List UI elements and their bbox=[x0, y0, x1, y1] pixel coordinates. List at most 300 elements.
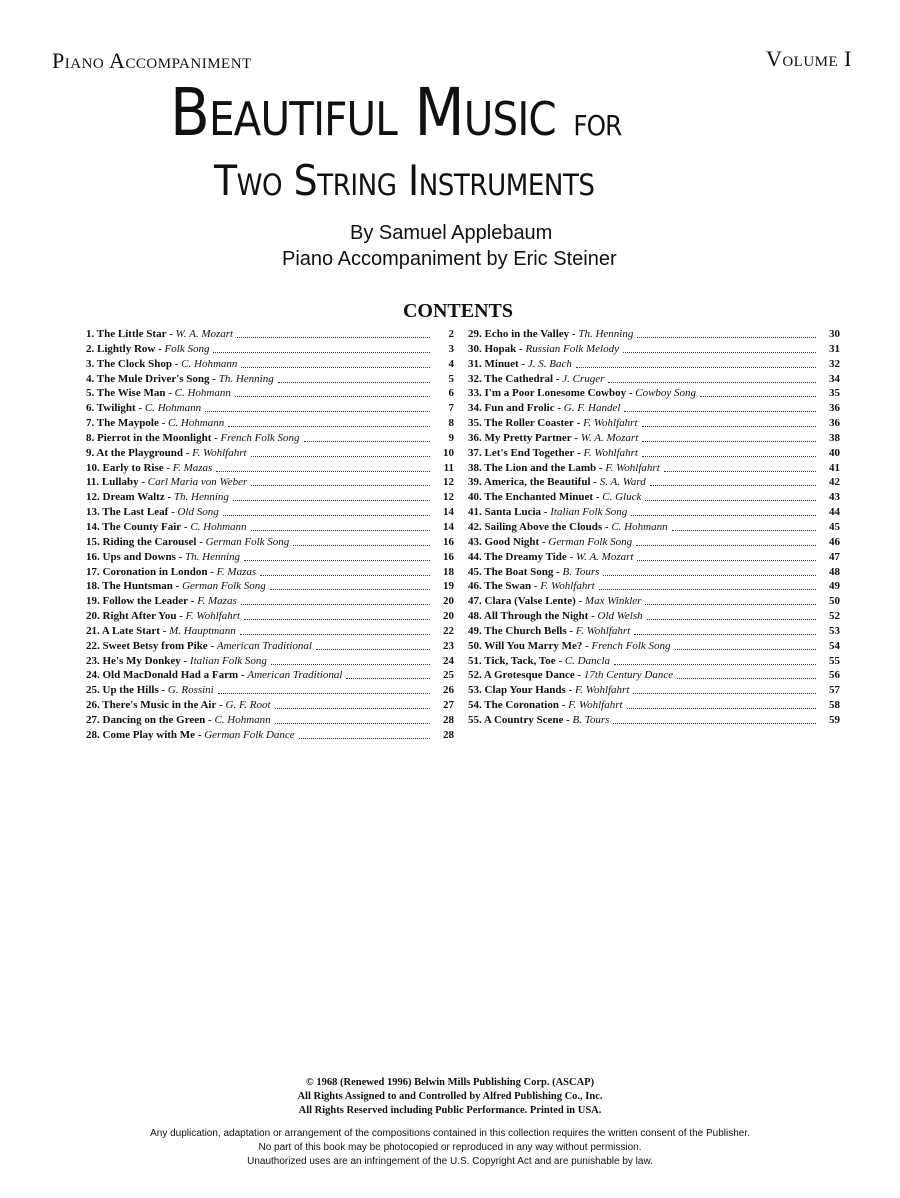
entry-separator: - bbox=[553, 372, 563, 385]
entry-composer: Th. Henning bbox=[218, 372, 274, 385]
entry-title: 9. At the Playground bbox=[86, 446, 183, 459]
notice-line: Unauthorized uses are an infringement of the U.S. Copyright Act and are punishable by law. bbox=[247, 1156, 653, 1167]
entry-page-number: 14 bbox=[443, 520, 454, 533]
entry-composer: Old Song bbox=[177, 506, 219, 519]
contents-entry bbox=[468, 520, 840, 535]
contents-entry bbox=[468, 683, 840, 698]
entry-separator: - bbox=[563, 713, 573, 726]
entry-page-number: 35 bbox=[829, 387, 840, 400]
entry-page-number: 12 bbox=[443, 476, 454, 489]
entry-title: 15. Riding the Carousel bbox=[86, 535, 197, 548]
entry-leader-dots bbox=[642, 416, 817, 427]
entry-page-number: 19 bbox=[443, 580, 454, 593]
entry-leader-dots bbox=[218, 683, 430, 694]
entry-composer: B. Tours bbox=[562, 565, 600, 578]
entry-composer: Cowboy Song bbox=[635, 387, 697, 400]
entry-separator: - bbox=[574, 669, 584, 682]
entry-title: 31. Minuet bbox=[468, 357, 519, 370]
entry-composer: F. Wohlfahrt bbox=[583, 417, 638, 430]
entry-page-number: 57 bbox=[829, 684, 840, 697]
entry-page-number: 2 bbox=[448, 328, 454, 340]
entry-leader-dots bbox=[636, 535, 816, 546]
entry-separator: - bbox=[166, 328, 176, 340]
entry-leader-dots bbox=[244, 609, 430, 620]
entry-page-number: 42 bbox=[829, 476, 840, 489]
copyright-line: All Rights Reserved including Public Performance. Printed in USA. bbox=[298, 1105, 602, 1116]
entry-composer: F. Wohlfahrt bbox=[583, 446, 638, 459]
entry-leader-dots bbox=[251, 475, 430, 486]
book-title-for: for bbox=[573, 99, 622, 145]
entry-separator: - bbox=[158, 684, 168, 697]
entry-title: 37. Let's End Together bbox=[468, 446, 575, 459]
entry-leader-dots bbox=[244, 550, 430, 561]
contents-entry bbox=[468, 550, 840, 565]
entry-title: 23. He's My Donkey bbox=[86, 654, 181, 667]
entry-page-number: 20 bbox=[443, 595, 454, 608]
contents-entry bbox=[468, 579, 840, 594]
entry-composer: German Folk Song bbox=[205, 535, 290, 548]
contents-column-left bbox=[86, 327, 454, 743]
entry-composer: C. Hohmann bbox=[181, 357, 238, 370]
entry-separator: - bbox=[575, 595, 585, 608]
entry-separator: - bbox=[172, 357, 182, 370]
entry-leader-dots bbox=[237, 327, 430, 338]
contents-entry bbox=[468, 401, 840, 416]
entry-separator: - bbox=[138, 476, 148, 489]
copyright-line: All Rights Assigned to and Controlled by Alfred Publishing Co., Inc. bbox=[297, 1091, 603, 1102]
entry-separator: - bbox=[555, 654, 565, 667]
entry-composer: G. F. Root bbox=[225, 699, 271, 712]
entry-leader-dots bbox=[576, 357, 816, 368]
entry-separator: - bbox=[207, 639, 217, 652]
entry-separator: - bbox=[176, 610, 186, 623]
book-title-main: Beautiful Music bbox=[170, 74, 556, 151]
entry-composer: J. Cruger bbox=[562, 372, 605, 385]
entry-page-number: 56 bbox=[829, 669, 840, 682]
contents-entry bbox=[86, 683, 454, 698]
entry-separator: - bbox=[180, 654, 190, 667]
contents-entry bbox=[86, 342, 454, 357]
entry-composer: Th. Henning bbox=[185, 550, 241, 563]
entry-leader-dots bbox=[293, 535, 430, 546]
entry-leader-dots bbox=[637, 327, 816, 338]
entry-page-number: 58 bbox=[829, 699, 840, 712]
book-title-line-2: Two String Instruments bbox=[214, 156, 595, 205]
entry-separator: - bbox=[565, 684, 575, 697]
contents-entry bbox=[468, 565, 840, 580]
contents-entry bbox=[86, 446, 454, 461]
entry-composer: Italian Folk Song bbox=[189, 654, 267, 667]
entry-leader-dots bbox=[634, 624, 816, 635]
entry-title: 21. A Late Start bbox=[86, 624, 160, 637]
entry-leader-dots bbox=[304, 431, 430, 442]
contents-entry bbox=[86, 698, 454, 713]
entry-leader-dots bbox=[235, 386, 430, 397]
entry-page-number: 44 bbox=[829, 506, 840, 519]
entry-leader-dots bbox=[647, 609, 816, 620]
contents-entry bbox=[86, 579, 454, 594]
entry-page-number: 32 bbox=[829, 357, 840, 370]
entry-title: 24. Old MacDonald Had a Farm bbox=[86, 669, 239, 682]
entry-title: 30. Hopak bbox=[468, 342, 517, 355]
entry-page-number: 30 bbox=[829, 328, 840, 340]
entry-title: 32. The Cathedral bbox=[468, 372, 554, 385]
entry-composer: F. Wohlfahrt bbox=[574, 684, 630, 697]
entry-composer: American Traditional bbox=[216, 639, 312, 652]
entry-page-number: 46 bbox=[829, 535, 840, 548]
entry-composer: Italian Folk Song bbox=[550, 506, 628, 519]
entry-page-number: 25 bbox=[443, 669, 454, 682]
entry-separator: - bbox=[165, 387, 175, 400]
entry-page-number: 50 bbox=[829, 595, 840, 608]
entry-page-number: 52 bbox=[829, 610, 840, 623]
entry-page-number: 14 bbox=[443, 506, 454, 519]
entry-leader-dots bbox=[271, 654, 430, 665]
entry-composer: W. A. Mozart bbox=[175, 328, 234, 340]
contents-heading: CONTENTS bbox=[402, 300, 514, 322]
entry-leader-dots bbox=[700, 386, 816, 397]
entry-page-number: 12 bbox=[443, 491, 454, 504]
contents-entry bbox=[86, 327, 454, 342]
contents-entry bbox=[468, 505, 840, 520]
contents-entry bbox=[468, 327, 840, 342]
entry-leader-dots bbox=[205, 401, 430, 412]
entry-leader-dots bbox=[677, 668, 816, 679]
contents-entry bbox=[86, 505, 454, 520]
volume-label: Volume I bbox=[765, 46, 852, 71]
entry-leader-dots bbox=[241, 357, 430, 368]
entry-composer: Old Welsh bbox=[597, 610, 643, 623]
entry-page-number: 27 bbox=[443, 699, 454, 712]
entry-composer: F. Wohlfahrt bbox=[605, 461, 660, 474]
contents-entry bbox=[86, 639, 454, 654]
entry-title: 38. The Lion and the Lamb bbox=[468, 461, 597, 474]
entry-title: 55. A Country Scene bbox=[468, 713, 564, 726]
entry-separator: - bbox=[518, 357, 528, 370]
entry-title: 28. Come Play with Me bbox=[86, 728, 196, 741]
contents-entry bbox=[86, 713, 454, 728]
entry-leader-dots bbox=[633, 683, 816, 694]
entry-separator: - bbox=[188, 595, 198, 608]
contents-entry bbox=[86, 520, 454, 535]
accompaniment-credit: Piano Accompaniment by Eric Steiner bbox=[282, 248, 617, 270]
entry-separator: - bbox=[211, 431, 221, 444]
entry-separator: - bbox=[175, 550, 186, 563]
entry-leader-dots bbox=[251, 520, 430, 531]
entry-composer: Max Winkler bbox=[584, 595, 642, 608]
entry-page-number: 31 bbox=[829, 342, 840, 355]
entry-page-number: 48 bbox=[829, 565, 840, 578]
contents-entry bbox=[86, 461, 454, 476]
entry-leader-dots bbox=[613, 713, 816, 724]
entry-page-number: 49 bbox=[829, 580, 840, 593]
contents-entry bbox=[86, 475, 454, 490]
entry-composer: German Folk Dance bbox=[204, 728, 295, 741]
entry-title: 39. America, the Beautiful bbox=[468, 476, 591, 489]
contents-entry bbox=[86, 372, 454, 387]
contents-column-right bbox=[468, 327, 840, 728]
contents-entry bbox=[86, 416, 454, 431]
entry-leader-dots bbox=[675, 639, 816, 650]
contents-entry bbox=[468, 416, 840, 431]
entry-leader-dots bbox=[275, 698, 430, 709]
contents-entry bbox=[468, 461, 840, 476]
entry-leader-dots bbox=[614, 654, 816, 665]
contents-entry bbox=[468, 357, 840, 372]
entry-separator: - bbox=[541, 506, 551, 519]
entry-separator: - bbox=[216, 699, 226, 712]
entry-page-number: 41 bbox=[829, 461, 840, 474]
entry-title: 43. Good Night bbox=[468, 535, 540, 548]
entry-title: 40. The Enchanted Minuet bbox=[468, 491, 594, 504]
contents-entry bbox=[86, 594, 454, 609]
entry-leader-dots bbox=[240, 624, 430, 635]
entry-title: 5. The Wise Man bbox=[86, 387, 166, 400]
entry-page-number: 7 bbox=[448, 402, 454, 415]
entry-title: 29. Echo in the Valley bbox=[468, 328, 570, 340]
entry-page-number: 5 bbox=[448, 372, 454, 385]
entry-leader-dots bbox=[275, 713, 430, 724]
entry-composer: Russian Folk Melody bbox=[525, 342, 619, 355]
entry-leader-dots bbox=[228, 416, 430, 427]
contents-entry bbox=[86, 624, 454, 639]
edition-label: Piano Accompaniment bbox=[52, 48, 252, 73]
entry-leader-dots bbox=[623, 342, 816, 353]
contents-entry bbox=[468, 668, 840, 683]
entry-title: 36. My Pretty Partner bbox=[468, 431, 572, 444]
entry-title: 46. The Swan bbox=[468, 580, 532, 593]
contents-entry bbox=[86, 728, 454, 743]
entry-leader-dots bbox=[603, 565, 816, 576]
entry-separator: - bbox=[596, 461, 606, 474]
entry-page-number: 47 bbox=[829, 550, 840, 563]
entry-composer: F. Wohlfahrt bbox=[192, 446, 247, 459]
entry-leader-dots bbox=[664, 461, 816, 472]
entry-leader-dots bbox=[299, 728, 430, 739]
entry-page-number: 9 bbox=[448, 431, 454, 444]
entry-leader-dots bbox=[624, 401, 816, 412]
entry-title: 53. Clap Your Hands bbox=[468, 684, 566, 697]
copyright-block bbox=[0, 1076, 900, 1118]
entry-title: 3. The Clock Shop bbox=[86, 357, 172, 370]
entry-title: 34. Fun and Frolic bbox=[468, 402, 555, 415]
entry-separator: - bbox=[209, 372, 219, 385]
entry-leader-dots bbox=[223, 505, 430, 516]
notice-line: Any duplication, adaptation or arrangement of the compositions contained in this collection requires the written consent of the Publisher. bbox=[150, 1128, 750, 1139]
entry-separator: - bbox=[195, 728, 205, 741]
contents-entry bbox=[468, 431, 840, 446]
entry-composer: Carl Maria von Weber bbox=[147, 476, 248, 489]
entry-title: 47. Clara (Valse Lente) bbox=[468, 595, 576, 608]
entry-separator: - bbox=[573, 417, 584, 430]
entry-title: 25. Up the Hills bbox=[86, 684, 159, 697]
entry-composer: F. Wohlfahrt bbox=[575, 624, 631, 637]
entry-title: 35. The Roller Coaster bbox=[468, 417, 574, 430]
entry-separator: - bbox=[566, 624, 576, 637]
entry-composer: W. A. Mozart bbox=[580, 431, 639, 444]
entry-page-number: 40 bbox=[829, 446, 840, 459]
entry-composer: German Folk Song bbox=[548, 535, 633, 548]
entry-separator: - bbox=[159, 624, 170, 637]
contents-entry bbox=[468, 535, 840, 550]
entry-title: 49. The Church Bells bbox=[468, 624, 567, 637]
entry-separator: - bbox=[182, 446, 193, 459]
contents-entry bbox=[468, 654, 840, 669]
entry-page-number: 22 bbox=[443, 624, 454, 637]
entry-leader-dots bbox=[637, 550, 816, 561]
entry-page-number: 10 bbox=[443, 446, 454, 459]
entry-leader-dots bbox=[233, 490, 430, 501]
entry-page-number: 4 bbox=[448, 357, 454, 370]
entry-leader-dots bbox=[672, 520, 816, 531]
contents-entry bbox=[468, 446, 840, 461]
entry-page-number: 24 bbox=[443, 654, 454, 667]
contents-entry bbox=[86, 401, 454, 416]
entry-title: 44. The Dreamy Tide bbox=[468, 550, 567, 563]
entry-composer: C. Hohmann bbox=[168, 417, 225, 430]
entry-composer: C. Hohmann bbox=[144, 402, 202, 415]
entry-composer: F. Wohlfahrt bbox=[185, 610, 241, 623]
entry-leader-dots bbox=[278, 372, 430, 383]
entry-page-number: 55 bbox=[829, 654, 840, 667]
entry-separator: - bbox=[553, 565, 563, 578]
entry-separator: - bbox=[554, 402, 564, 415]
entry-composer: F. Mazas bbox=[197, 595, 237, 608]
entry-composer: M. Hauptmann bbox=[169, 624, 236, 637]
entry-composer: F. Mazas bbox=[216, 565, 257, 578]
entry-separator: - bbox=[569, 328, 579, 340]
entry-separator: - bbox=[590, 476, 600, 489]
entry-page-number: 34 bbox=[829, 372, 840, 385]
entry-composer: S. A. Ward bbox=[599, 476, 646, 489]
entry-composer: J. S. Bach bbox=[527, 357, 572, 370]
contents-entry bbox=[86, 550, 454, 565]
entry-leader-dots bbox=[645, 490, 816, 501]
entry-leader-dots bbox=[270, 579, 430, 590]
entry-leader-dots bbox=[608, 372, 816, 383]
contents-entry bbox=[86, 490, 454, 505]
entry-separator: - bbox=[205, 713, 215, 726]
entry-title: 13. The Last Leaf bbox=[86, 506, 169, 519]
contents-entry bbox=[468, 609, 840, 624]
contents-entry bbox=[468, 639, 840, 654]
entry-separator: - bbox=[207, 565, 217, 578]
entry-separator: - bbox=[626, 387, 636, 400]
entry-composer: F. Mazas bbox=[172, 461, 213, 474]
entry-leader-dots bbox=[241, 594, 430, 605]
entry-separator: - bbox=[588, 610, 598, 623]
entry-composer: F. Wohlfahrt bbox=[568, 699, 623, 712]
contents-entry bbox=[86, 654, 454, 669]
entry-composer: Th. Henning bbox=[578, 328, 634, 340]
entry-title: 42. Sailing Above the Clouds bbox=[468, 520, 603, 533]
entry-separator: - bbox=[135, 402, 145, 415]
entry-page-number: 53 bbox=[829, 624, 840, 637]
entry-title: 1. The Little Star bbox=[86, 328, 167, 340]
entry-title: 19. Follow the Leader bbox=[86, 595, 189, 608]
entry-composer: G. F. Handel bbox=[563, 402, 621, 415]
entry-title: 54. The Coronation bbox=[468, 699, 559, 712]
entry-page-number: 45 bbox=[829, 520, 840, 533]
entry-composer: G. Rossini bbox=[167, 684, 214, 697]
contents-entry bbox=[86, 386, 454, 401]
entry-leader-dots bbox=[316, 639, 430, 650]
entry-title: 4. The Mule Driver's Song bbox=[86, 372, 210, 385]
contents-entry bbox=[86, 668, 454, 683]
contents-entry bbox=[468, 490, 840, 505]
entry-separator: - bbox=[558, 699, 569, 712]
notice-line: No part of this book may be photocopied or reproduced in any way without permission. bbox=[258, 1142, 642, 1153]
contents-entry bbox=[468, 713, 840, 728]
entry-leader-dots bbox=[645, 594, 816, 605]
contents-entry bbox=[468, 698, 840, 713]
entry-composer: C. Gluck bbox=[602, 491, 642, 504]
entry-page-number: 16 bbox=[443, 550, 454, 563]
entry-title: 27. Dancing on the Green bbox=[86, 713, 206, 726]
entry-leader-dots bbox=[631, 505, 816, 516]
entry-separator: - bbox=[164, 491, 174, 504]
entry-leader-dots bbox=[346, 668, 430, 679]
entry-separator: - bbox=[602, 520, 612, 533]
entry-title: 6. Twilight bbox=[86, 402, 136, 415]
entry-leader-dots bbox=[650, 475, 816, 486]
contents-entry bbox=[86, 535, 454, 550]
book-title-line-1 bbox=[170, 74, 786, 151]
entry-page-number: 6 bbox=[448, 387, 454, 400]
entry-page-number: 36 bbox=[829, 417, 840, 430]
entry-separator: - bbox=[582, 639, 592, 652]
entry-page-number: 36 bbox=[829, 402, 840, 415]
entry-title: 45. The Boat Song bbox=[468, 565, 554, 578]
entry-title: 33. I'm a Poor Lonesome Cowboy bbox=[468, 387, 627, 400]
entry-leader-dots bbox=[260, 565, 430, 576]
entry-separator: - bbox=[531, 580, 541, 593]
legal-notice bbox=[0, 1127, 900, 1169]
entry-composer: 17th Century Dance bbox=[583, 669, 674, 682]
entry-separator: - bbox=[593, 491, 603, 504]
entry-title: 7. The Maypole bbox=[86, 417, 159, 430]
contents-entry bbox=[468, 342, 840, 357]
entry-separator: - bbox=[158, 417, 168, 430]
entry-title: 16. Ups and Downs bbox=[86, 550, 176, 563]
entry-leader-dots bbox=[642, 431, 816, 442]
contents-entry bbox=[468, 372, 840, 387]
entry-separator: - bbox=[181, 520, 191, 533]
entry-title: 48. All Through the Night bbox=[468, 610, 589, 623]
entry-page-number: 16 bbox=[443, 535, 454, 548]
entry-composer: F. Wohlfahrt bbox=[540, 580, 595, 593]
entry-title: 8. Pierrot in the Moonlight bbox=[86, 431, 212, 444]
entry-page-number: 11 bbox=[443, 461, 454, 474]
entry-page-number: 20 bbox=[443, 610, 454, 623]
entry-title: 41. Santa Lucia bbox=[468, 506, 542, 519]
entry-leader-dots bbox=[642, 446, 816, 457]
entry-composer: B. Tours bbox=[572, 713, 610, 726]
entry-page-number: 28 bbox=[443, 713, 454, 726]
entry-page-number: 23 bbox=[443, 639, 454, 652]
entry-separator: - bbox=[163, 461, 173, 474]
entry-composer: C. Hohmann bbox=[611, 520, 668, 533]
contents-entry bbox=[86, 357, 454, 372]
entry-leader-dots bbox=[213, 342, 430, 353]
entry-separator: - bbox=[168, 506, 178, 519]
contents-entry bbox=[86, 431, 454, 446]
entry-title: 22. Sweet Betsy from Pike bbox=[86, 639, 208, 652]
entry-page-number: 26 bbox=[443, 684, 454, 697]
entry-page-number: 59 bbox=[829, 713, 840, 726]
entry-leader-dots bbox=[599, 579, 816, 590]
entry-title: 52. A Grotesque Dance bbox=[468, 669, 575, 682]
